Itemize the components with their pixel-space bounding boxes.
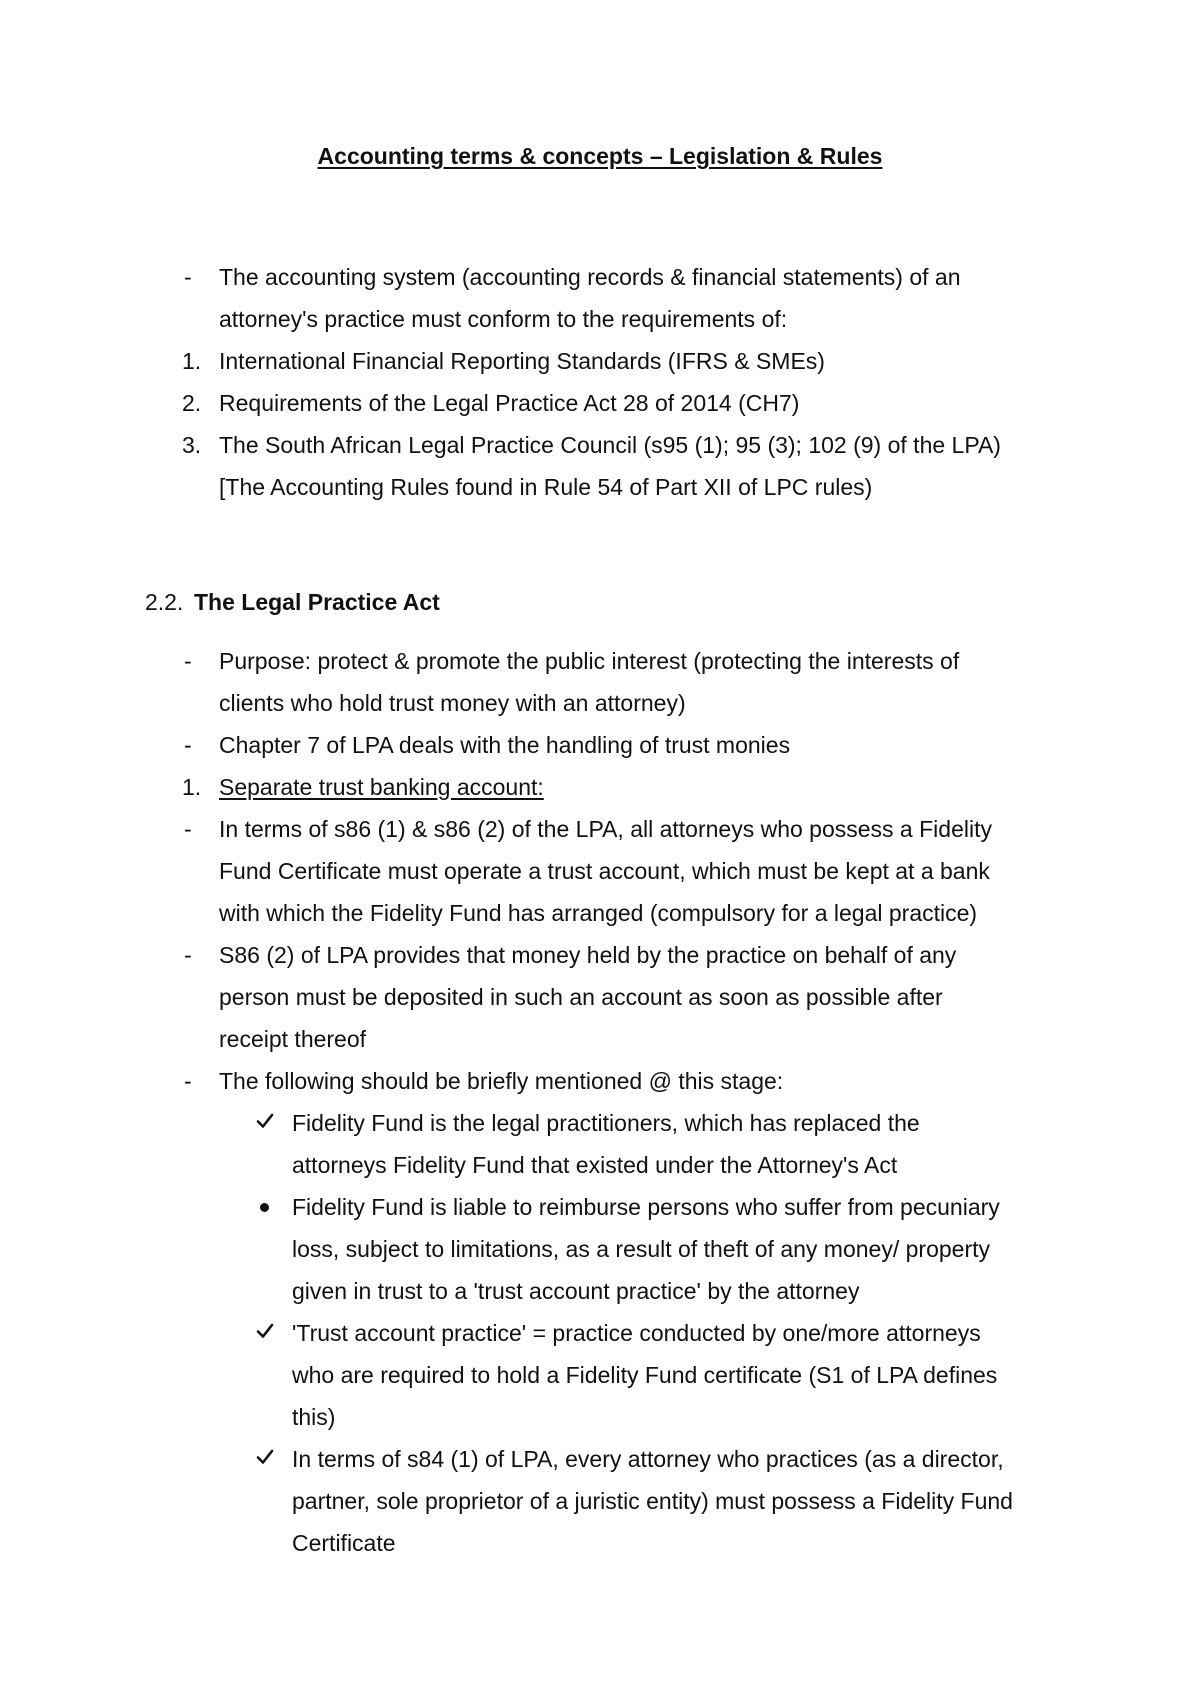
list-item: Purpose: protect & promote the public interest (protecting the interests of [219, 648, 960, 674]
list-dash: - [184, 1068, 192, 1094]
list-item: clients who hold trust money with an attorney) [219, 690, 686, 716]
list-item: Chapter 7 of LPA deals with the handling of trust monies [219, 732, 791, 758]
sub-list-item: In terms of s84 (1) of LPA, every attorney who practices (as a director, [292, 1446, 1004, 1472]
requirement-item: The South African Legal Practice Council (s95 (1); 95 (3); 102 (9) of the LPA) [219, 432, 1001, 458]
list-item: person must be deposited in such an account as soon as possible after [219, 984, 943, 1010]
sub-list-item: given in trust to a 'trust account practice' by the attorney [292, 1278, 860, 1304]
requirement-item: Requirements of the Legal Practice Act 28 of 2014 (CH7) [219, 390, 800, 416]
sub-list-item: Certificate [292, 1530, 396, 1556]
subsection-heading: Separate trust banking account: [219, 774, 544, 800]
requirement-item-continued: [The Accounting Rules found in Rule 54 of Part XII of LPC rules) [219, 474, 873, 500]
checkmark-icon [256, 1448, 274, 1466]
document-title: Accounting terms & concepts – Legislation & Rules [317, 143, 883, 169]
sub-list-item: Fidelity Fund is liable to reimburse persons who suffer from pecuniary [292, 1194, 1000, 1220]
sub-list-item: Fidelity Fund is the legal practitioners, which has replaced the [292, 1110, 920, 1136]
section-number: 2.2. [145, 589, 184, 615]
bullet-icon [260, 1203, 269, 1212]
sub-list-item: loss, subject to limitations, as a result of theft of any money/ property [292, 1236, 990, 1262]
checkmark-icon [256, 1322, 274, 1340]
checkmark-icon [256, 1112, 274, 1130]
list-item: with which the Fidelity Fund has arranged (compulsory for a legal practice) [219, 900, 978, 926]
list-item: In terms of s86 (1) & s86 (2) of the LPA, all attorneys who possess a Fidelity [219, 816, 992, 842]
sub-list-item: this) [292, 1404, 336, 1430]
intro-line: attorney's practice must conform to the requirements of: [219, 306, 788, 332]
list-dash: - [184, 264, 192, 290]
list-number: 1. [182, 774, 202, 800]
intro-line: The accounting system (accounting records & financial statements) of an [219, 264, 961, 290]
list-item: S86 (2) of LPA provides that money held by the practice on behalf of any [219, 942, 957, 968]
list-item: The following should be briefly mentioned @ this stage: [219, 1068, 784, 1094]
list-number: 1. [182, 348, 202, 374]
sub-list-item: partner, sole proprietor of a juristic entity) must possess a Fidelity Fund [292, 1488, 1013, 1514]
list-item: Fund Certificate must operate a trust account, which must be kept at a bank [219, 858, 990, 884]
list-dash: - [184, 648, 192, 674]
sub-list-item: 'Trust account practice' = practice conducted by one/more attorneys [292, 1320, 981, 1346]
list-item: receipt thereof [219, 1026, 367, 1052]
list-dash: - [184, 942, 192, 968]
section-heading: The Legal Practice Act [194, 589, 440, 615]
list-dash: - [184, 732, 192, 758]
list-number: 2. [182, 390, 202, 416]
list-dash: - [184, 816, 192, 842]
list-number: 3. [182, 432, 202, 458]
sub-list-item: who are required to hold a Fidelity Fund certificate (S1 of LPA defines [292, 1362, 998, 1388]
requirement-item: International Financial Reporting Standards (IFRS & SMEs) [219, 348, 825, 374]
sub-list-item: attorneys Fidelity Fund that existed under the Attorney's Act [292, 1152, 898, 1178]
